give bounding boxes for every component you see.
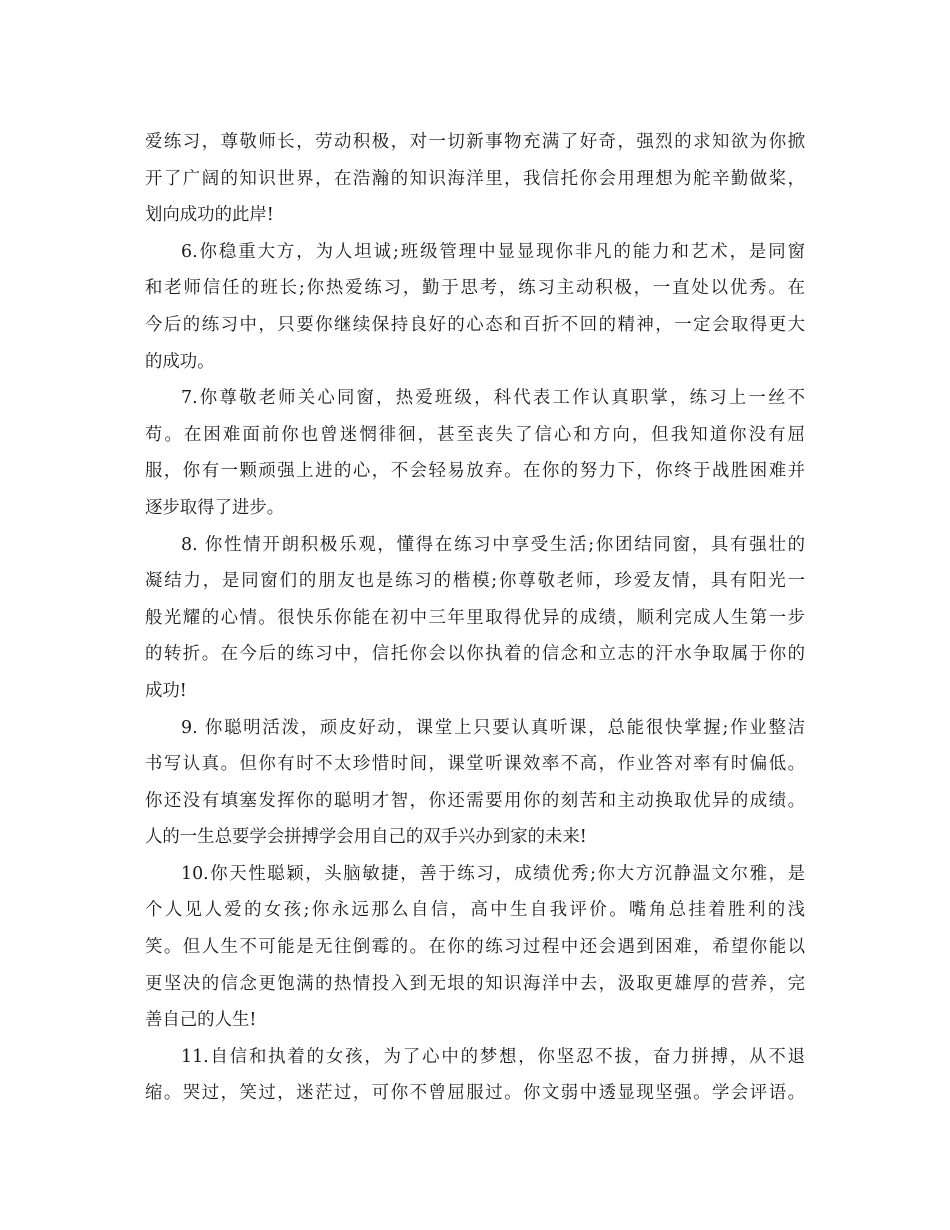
paragraph-9 <box>145 710 805 856</box>
text-line: 你还没有填塞发挥你的聪明才智，你还需要用你的刻苦和主动换取优异的成绩。 <box>145 790 805 811</box>
text-line: 人的一生总要学会拼搏学会用自己的双手兴办到家的未来! <box>145 827 587 848</box>
text-line: 凝结力，是同窗们的朋友也是练习的楷模;你尊敬老师，珍爱友情，具有阳光一 <box>145 571 805 592</box>
text-line: 划向成功的此岸! <box>145 205 274 226</box>
text-line: 个人见人爱的女孩;你永远那么自信，高中生自我评价。嘴角总挂着胜利的浅 <box>145 900 805 921</box>
text-line: 的成功。 <box>145 351 215 372</box>
text-line: 书写认真。但你有时不太珍惜时间，课堂听课效率不高，作业答对率有时偏低。 <box>145 754 805 775</box>
text-line: 善自己的人生! <box>145 1010 257 1031</box>
text-line: 笑。但人生不可能是无往倒霉的。在你的练习过程中还会遇到困难，希望你能以 <box>145 937 805 958</box>
paragraph-11 <box>145 1039 805 1112</box>
text-line: 缩。哭过，笑过，迷茫过，可你不曾屈服过。你文弱中透显现坚强。学会评语。 <box>145 1083 805 1104</box>
text-line: 苟。在困难面前你也曾迷惘徘徊，甚至丧失了信心和方向，但我知道你没有屈 <box>145 424 805 445</box>
paragraph-6 <box>145 234 805 380</box>
text-line: 般光耀的心情。很快乐你能在初中三年里取得优异的成绩，顺利完成人生第一步 <box>145 607 805 628</box>
paragraph-8 <box>145 527 805 710</box>
text-line: 8. 你性情开朗积极乐观，懂得在练习中享受生活;你团结同窗，具有强壮的 <box>181 534 805 555</box>
paragraph-5-continuation <box>145 124 805 234</box>
text-line: 服，你有一颗顽强上进的心，不会轻易放弃。在你的努力下，你终于战胜困难并 <box>145 461 805 482</box>
paragraph-10 <box>145 856 805 1039</box>
text-line: 今后的练习中，只要你继续保持良好的心态和百折不回的精神，一定会取得更大 <box>145 314 805 335</box>
text-line: 10.你天性聪颖，头脑敏捷，善于练习，成绩优秀;你大方沉静温文尔雅，是 <box>181 863 805 884</box>
text-line: 6.你稳重大方，为人坦诚;班级管理中显显现你非凡的能力和艺术，是同窗 <box>181 241 805 262</box>
text-line: 逐步取得了进步。 <box>145 497 285 518</box>
text-line: 更坚决的信念更饱满的热情投入到无垠的知识海洋中去，汲取更雄厚的营养，完 <box>145 973 805 994</box>
text-line: 爱练习，尊敬师长，劳动积极，对一切新事物充满了好奇，强烈的求知欲为你掀 <box>145 132 805 152</box>
text-line: 的转折。在今后的练习中，信托你会以你执着的信念和立志的汗水争取属于你的 <box>145 644 805 665</box>
text-line: 9. 你聪明活泼，顽皮好动，课堂上只要认真听课，总能很快掌握;作业整洁 <box>181 717 805 738</box>
text-line: 成功! <box>145 680 187 701</box>
document-page <box>145 124 805 1112</box>
text-line: 和老师信任的班长;你热爱练习，勤于思考，练习主动积极，一直处以优秀。在 <box>145 278 805 299</box>
paragraph-7 <box>145 380 805 526</box>
text-line: 7.你尊敬老师关心同窗，热爱班级，科代表工作认真职掌，练习上一丝不 <box>181 388 805 409</box>
text-line: 11.自信和执着的女孩，为了心中的梦想，你坚忍不拔，奋力拼搏，从不退 <box>181 1046 805 1067</box>
text-line: 开了广阔的知识世界，在浩瀚的知识海洋里，我信托你会用理想为舵辛勤做桨， <box>145 168 805 189</box>
